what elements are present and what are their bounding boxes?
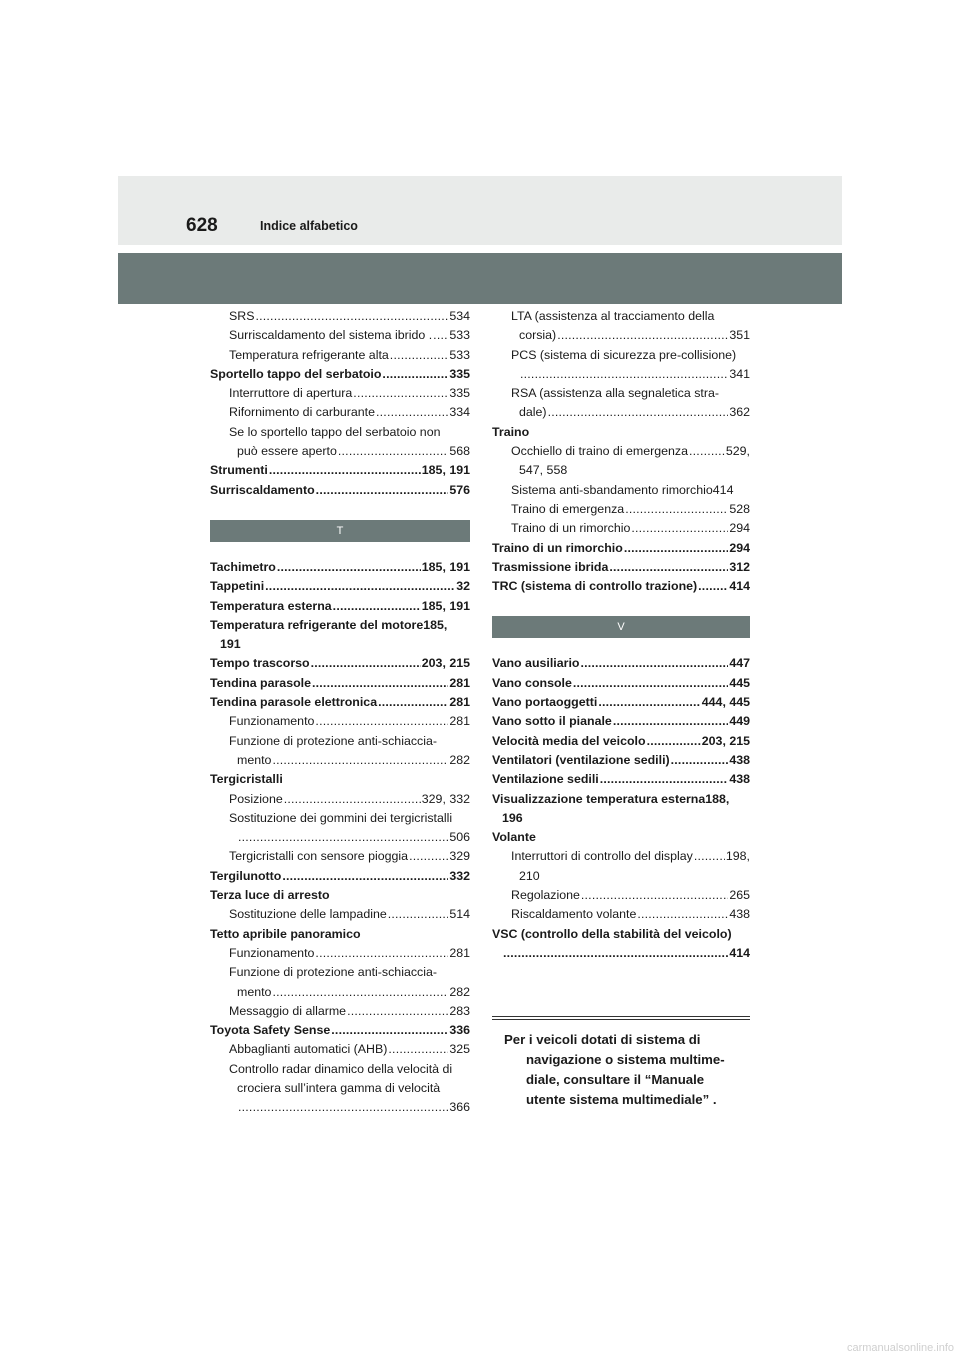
index-entry [210, 481, 470, 500]
dot-leader [388, 1040, 448, 1059]
watermark: carmanualsonline.info [846, 1342, 954, 1354]
note-line: diale, consultare il “Manuale [526, 1072, 705, 1087]
entry-label: Temperatura esterna [210, 598, 332, 613]
index-subentry [210, 790, 470, 809]
note-text [492, 1030, 750, 1110]
index-entry [492, 712, 750, 731]
index-subentry [492, 365, 750, 384]
dot-leader [637, 905, 728, 924]
entry-page-ref: 414 [729, 945, 750, 960]
index-block [210, 558, 470, 1118]
dot-leader [609, 558, 728, 577]
entry-label: Sostituzione delle lampadine [229, 907, 387, 922]
index-subentry [492, 403, 750, 422]
entry-page-ref: 438 [729, 752, 750, 767]
entry-page-ref: 568 [449, 444, 470, 459]
dot-leader [647, 732, 701, 751]
index-line: Tetto apribile panoramico [210, 926, 361, 941]
index-subentry [210, 847, 470, 866]
entry-page-ref: 445 [729, 675, 750, 690]
index-line: VSC (controllo della stabilità del veicolo) [492, 926, 732, 941]
index-subentry [210, 384, 470, 403]
entry-label: Surriscaldamento del sistema ibrido . [229, 328, 433, 343]
dot-leader [694, 847, 725, 866]
header-band [118, 253, 842, 304]
index-line: LTA (assistenza al tracciamento della [511, 309, 715, 323]
index-entry [210, 461, 470, 480]
index-subentry [492, 886, 750, 905]
entry-label: Surriscaldamento [210, 482, 315, 497]
index-line: 547, 558 [519, 463, 568, 478]
entry-page-ref: 203, 215 [421, 656, 470, 671]
section-title: Indice alfabetico [260, 219, 358, 233]
index-entry [492, 558, 750, 577]
entry-label: Abbaglianti automatici (AHB) [229, 1042, 388, 1057]
entry-label: Riscaldamento volante [511, 907, 637, 922]
index-line: PCS (sistema di sicurezza pre-collisione) [511, 347, 737, 362]
entry-page-ref: 444, 445 [701, 695, 750, 710]
dot-leader [671, 751, 729, 770]
dot-leader [580, 654, 728, 673]
index-subentry [210, 307, 470, 326]
dot-leader [581, 886, 728, 905]
entry-label: Tergicristalli con sensore pioggia [229, 849, 409, 864]
note-line: utente sistema multimediale” . [526, 1092, 717, 1107]
entry-label: può essere aperto [237, 444, 337, 459]
index-entry [210, 693, 470, 712]
entry-page-ref: 576 [449, 482, 470, 497]
index-line: 191 [220, 637, 241, 652]
entry-page-ref: 506 [449, 830, 470, 845]
index-subentry [210, 944, 470, 963]
entry-page-ref: 334 [449, 405, 470, 420]
index-line: Sostituzione dei gommini dei tergicristalli [229, 810, 453, 825]
index-block [492, 654, 750, 963]
index-entry [492, 577, 750, 596]
entry-label: Tappetini [210, 579, 265, 594]
index-subentry [210, 403, 470, 422]
entry-page-ref: 447 [729, 656, 750, 671]
entry-page-ref: 294 [729, 521, 750, 536]
entry-page-ref: 325 [449, 1042, 470, 1057]
entry-label: Tendina parasole elettronica [210, 695, 378, 710]
index-entry [210, 867, 470, 886]
index-line: RSA (assistenza alla segnaletica stra- [511, 386, 719, 401]
index-entry [210, 577, 470, 596]
dot-leader [282, 867, 448, 886]
index-entry [492, 751, 750, 770]
dot-leader [573, 674, 728, 693]
entry-page-ref: 529, [725, 444, 750, 459]
dot-leader [390, 346, 449, 365]
index-entry [492, 539, 750, 558]
index-entry [492, 693, 750, 712]
entry-page-ref: 351 [729, 328, 750, 343]
index-subentry [492, 905, 750, 924]
entry-label: Vano ausiliario [492, 656, 580, 671]
dot-leader [316, 481, 449, 500]
dot-leader [433, 326, 448, 345]
entry-page-ref: 335 [449, 386, 470, 401]
dot-leader [625, 500, 728, 519]
entry-label: Traino di un rimorchio [492, 540, 623, 555]
dot-leader [238, 828, 448, 847]
dot-leader [333, 597, 421, 616]
index-line: 196 [502, 810, 523, 825]
index-column-right [492, 307, 750, 963]
entry-page-ref: 281 [449, 945, 470, 960]
entry-page-ref: 533 [449, 347, 470, 362]
index-entry [210, 597, 470, 616]
dot-leader [331, 1021, 448, 1040]
entry-label: Rifornimento di carburante [229, 405, 376, 420]
header-top-bar [118, 176, 842, 245]
entry-page-ref: 335 [449, 366, 470, 381]
entry-label: Ventilazione sedili [492, 772, 599, 787]
dot-leader [600, 770, 729, 789]
index-line: Funzione di protezione anti-schiaccia- [229, 733, 437, 748]
entry-page-ref: 203, 215 [701, 733, 750, 748]
index-entry [492, 770, 750, 789]
entry-label: Interruttori di controllo del display [511, 849, 693, 864]
entry-label: Occhiello di traino di emergenza [511, 444, 689, 459]
index-block [210, 307, 470, 500]
dot-leader [548, 403, 729, 422]
entry-page-ref: 329, 332 [421, 791, 470, 806]
index-line: Temperatura refrigerante del motore185, [210, 617, 448, 632]
index-line: Traino [492, 424, 530, 439]
entry-label: Vano portaoggetti [492, 695, 598, 710]
index-subentry [210, 326, 470, 345]
index-subentry [210, 1098, 470, 1117]
entry-label: mento [237, 984, 272, 999]
dot-leader [598, 693, 700, 712]
entry-page-ref: 438 [729, 772, 750, 787]
multimedia-note [492, 1016, 750, 1110]
entry-label: Vano sotto il pianale [492, 714, 612, 729]
entry-label: Strumenti [210, 463, 268, 478]
dot-leader [409, 847, 448, 866]
dot-leader [269, 461, 421, 480]
index-subentry [210, 751, 470, 770]
index-entry [492, 732, 750, 751]
entry-label: Traino di un rimorchio [511, 521, 631, 536]
index-subentry [210, 1040, 470, 1059]
entry-page-ref: 414 [729, 579, 750, 594]
double-rule-divider [492, 1016, 750, 1020]
index-line: Terza luce di arresto [210, 888, 330, 903]
entry-page-ref: 528 [729, 501, 750, 516]
index-block [492, 307, 750, 596]
index-entry [492, 674, 750, 693]
entry-page-ref: 185, 191 [421, 598, 470, 613]
entry-label: Tergilunotto [210, 868, 282, 883]
page-number: 628 [186, 215, 218, 236]
entry-label: Interruttore di apertura [229, 386, 353, 401]
dot-leader [238, 1098, 448, 1117]
entry-page-ref: 341 [729, 366, 750, 381]
entry-label: Tachimetro [210, 559, 276, 574]
entry-page-ref: 438 [729, 907, 750, 922]
dot-leader [382, 365, 448, 384]
index-line: Funzione di protezione anti-schiaccia- [229, 965, 437, 980]
dot-leader [624, 539, 729, 558]
entry-page-ref: 294 [729, 540, 750, 555]
entry-page-ref: 533 [449, 328, 470, 343]
entry-page-ref: 281 [449, 675, 470, 690]
dot-leader [557, 326, 728, 345]
dot-leader [613, 712, 729, 731]
entry-page-ref: 283 [449, 1003, 470, 1018]
entry-label: Funzionamento [229, 714, 315, 729]
entry-page-ref: 281 [449, 695, 470, 710]
index-entry [492, 654, 750, 673]
dot-leader [520, 365, 728, 384]
entry-page-ref: 534 [449, 309, 470, 323]
entry-page-ref: 185, 191 [421, 463, 470, 478]
dot-leader [689, 442, 725, 461]
index-subentry [210, 1002, 470, 1021]
index-line: Tergicristalli [210, 772, 283, 787]
letter-section-t: T [210, 520, 470, 542]
index-line: Visualizzazione temperatura esterna188, [492, 791, 730, 806]
dot-leader [376, 403, 448, 422]
entry-label: Tendina parasole [210, 675, 311, 690]
dot-leader [353, 384, 448, 403]
index-entry [210, 558, 470, 577]
note-line: Per i veicoli dotati di sistema di [504, 1032, 701, 1047]
entry-label: Traino di emergenza [511, 501, 625, 516]
entry-label: SRS [229, 309, 255, 323]
entry-label: mento [237, 752, 272, 767]
index-subentry [492, 847, 750, 866]
index-line: Sistema anti-sbandamento rimorchio414 [511, 482, 734, 497]
index-entry [210, 1021, 470, 1040]
index-subentry [210, 983, 470, 1002]
index-subentry [210, 712, 470, 731]
entry-label: Ventilatori (ventilazione sedili) [492, 752, 670, 767]
dot-leader [631, 519, 728, 538]
entry-page-ref: 198, [725, 849, 750, 864]
entry-page-ref: 362 [729, 405, 750, 420]
entry-page-ref: 514 [449, 907, 470, 922]
entry-label: Posizione [229, 791, 283, 806]
entry-page-ref: 449 [729, 714, 750, 729]
entry-label: Velocità media del veicolo [492, 733, 646, 748]
index-subentry [492, 326, 750, 345]
entry-label: Vano console [492, 675, 572, 690]
index-subentry [492, 519, 750, 538]
index-line: Se lo sportello tappo del serbatoio non [229, 424, 441, 439]
entry-label: Trasmissione ibrida [492, 559, 609, 574]
index-entry [210, 654, 470, 673]
index-subentry [210, 828, 470, 847]
index-line: crociera sull’intera gamma di velocità [237, 1080, 441, 1095]
dot-leader [277, 558, 421, 577]
dot-leader [378, 693, 448, 712]
entry-label: TRC (sistema di controllo trazione) [492, 579, 698, 594]
dot-leader [347, 1002, 448, 1021]
dot-leader [388, 905, 449, 924]
index-subentry [210, 442, 470, 461]
entry-label: Temperatura refrigerante alta [229, 347, 389, 362]
index-subentry [492, 944, 750, 963]
entry-page-ref: 32 [456, 579, 470, 594]
index-subentry [492, 500, 750, 519]
index-column-left [210, 307, 470, 1118]
entry-page-ref: 329 [449, 849, 470, 864]
note-line: navigazione o sistema multime- [526, 1052, 725, 1067]
dot-leader [311, 654, 421, 673]
dot-leader [312, 674, 448, 693]
index-entry [210, 674, 470, 693]
index-subentry [210, 346, 470, 365]
dot-leader [265, 577, 455, 596]
dot-leader [272, 983, 448, 1002]
entry-page-ref: 332 [449, 868, 470, 883]
entry-label: Toyota Safety Sense [210, 1023, 331, 1038]
dot-leader [272, 751, 448, 770]
entry-page-ref: 185, 191 [421, 559, 470, 574]
index-subentry [492, 442, 750, 461]
dot-leader [338, 442, 448, 461]
entry-label: Regolazione [511, 888, 580, 903]
entry-label: Sportello tappo del serbatoio [210, 366, 382, 381]
dot-leader [315, 712, 448, 731]
entry-label: corsia) [519, 328, 557, 343]
entry-page-ref: 282 [449, 984, 470, 999]
entry-page-ref: 281 [449, 714, 470, 729]
index-subentry [210, 905, 470, 924]
entry-page-ref: 312 [729, 559, 750, 574]
dot-leader [255, 307, 448, 326]
index-entry [210, 365, 470, 384]
entry-page-ref: 265 [729, 888, 750, 903]
entry-label: dale) [519, 405, 547, 420]
dot-leader [284, 790, 421, 809]
index-line: 210 [519, 868, 540, 883]
entry-page-ref: 282 [449, 752, 470, 767]
entry-label: Tempo trascorso [210, 656, 310, 671]
letter-section-v: V [492, 616, 750, 638]
dot-leader [698, 577, 728, 596]
dot-leader [503, 944, 728, 963]
entry-page-ref: 336 [449, 1023, 470, 1038]
index-line: Volante [492, 830, 536, 845]
entry-label: Messaggio di allarme [229, 1003, 347, 1018]
entry-label: Funzionamento [229, 945, 315, 960]
dot-leader [315, 944, 448, 963]
index-line: Controllo radar dinamico della velocità di [229, 1061, 453, 1076]
entry-page-ref: 366 [449, 1100, 470, 1115]
